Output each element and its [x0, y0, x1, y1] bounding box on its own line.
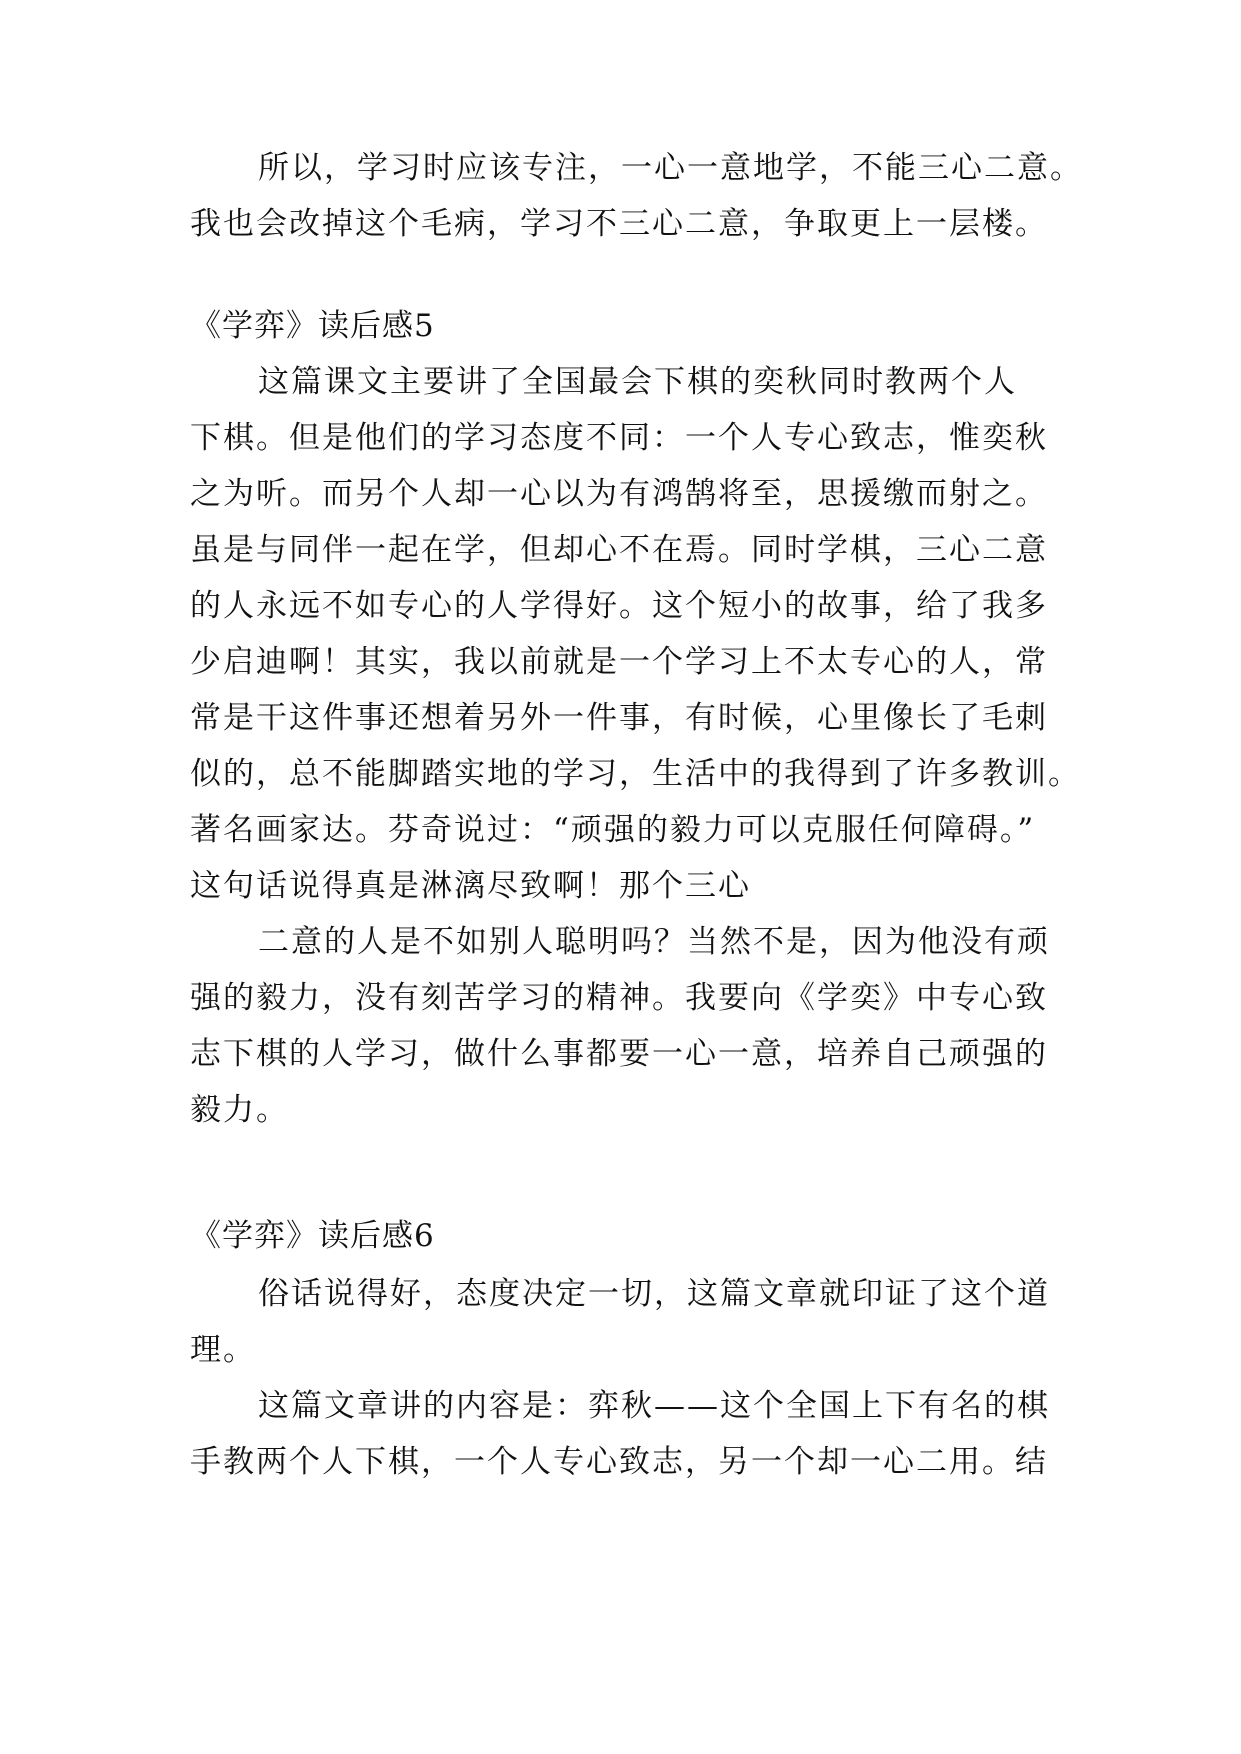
- text-line: 毅力。: [190, 1092, 289, 1128]
- text-line: 理。: [190, 1332, 256, 1368]
- text-line: 强的毅力，没有刻苦学习的精神。我要向《学奕》中专心致: [190, 980, 1048, 1016]
- text-line: 所以，学习时应该专注，一心一意地学，不能三心二意。: [258, 150, 1083, 186]
- text-line: 之为听。而另个人却一心以为有鸿鹄将至，思援缴而射之。: [190, 476, 1048, 512]
- text-line: 的人永远不如专心的人学得好。这个短小的故事，给了我多: [190, 588, 1048, 624]
- text-line: 手教两个人下棋，一个人专心致志，另一个却一心二用。结: [190, 1444, 1048, 1480]
- text-line: 这句话说得真是淋漓尽致啊！那个三心: [190, 868, 751, 904]
- text-line: 著名画家达。芬奇说过：“顽强的毅力可以克服任何障碍。”: [190, 812, 1036, 848]
- text-line: 二意的人是不如别人聪明吗？当然不是，因为他没有顽: [258, 924, 1050, 960]
- section-6-paragraph-2: [190, 1378, 1070, 1490]
- text-line: 这篇文章讲的内容是：弈秋——这个全国上下有名的棋: [258, 1388, 1050, 1424]
- text-line: 似的，总不能脚踏实地的学习，生活中的我得到了许多教训。: [190, 756, 1081, 792]
- section-5-paragraph-1: [190, 354, 1081, 914]
- section-6-title: 《学弈》读后感6: [190, 1218, 435, 1254]
- text-line: 虽是与同伴一起在学，但却心不在焉。同时学棋，三心二意: [190, 532, 1048, 568]
- text-line: 少启迪啊！其实，我以前就是一个学习上不太专心的人，常: [190, 644, 1048, 680]
- text-line: 下棋。但是他们的学习态度不同：一个人专心致志，惟奕秋: [190, 420, 1048, 456]
- text-line: 常是干这件事还想着另外一件事，有时候，心里像长了毛刺: [190, 700, 1048, 736]
- text-line: 我也会改掉这个毛病，学习不三心二意，争取更上一层楼。: [190, 206, 1048, 242]
- section-5-paragraph-2: [190, 914, 1070, 1138]
- section-6-paragraph-1: [190, 1266, 1070, 1378]
- paragraph-conclusion: [190, 140, 1083, 252]
- text-line: 志下棋的人学习，做什么事都要一心一意，培养自己顽强的: [190, 1036, 1048, 1072]
- text-line: 这篇课文主要讲了全国最会下棋的奕秋同时教两个人: [258, 364, 1017, 400]
- section-5-title: 《学弈》读后感5: [190, 308, 435, 344]
- text-line: 俗话说得好，态度决定一切，这篇文章就印证了这个道: [258, 1276, 1050, 1312]
